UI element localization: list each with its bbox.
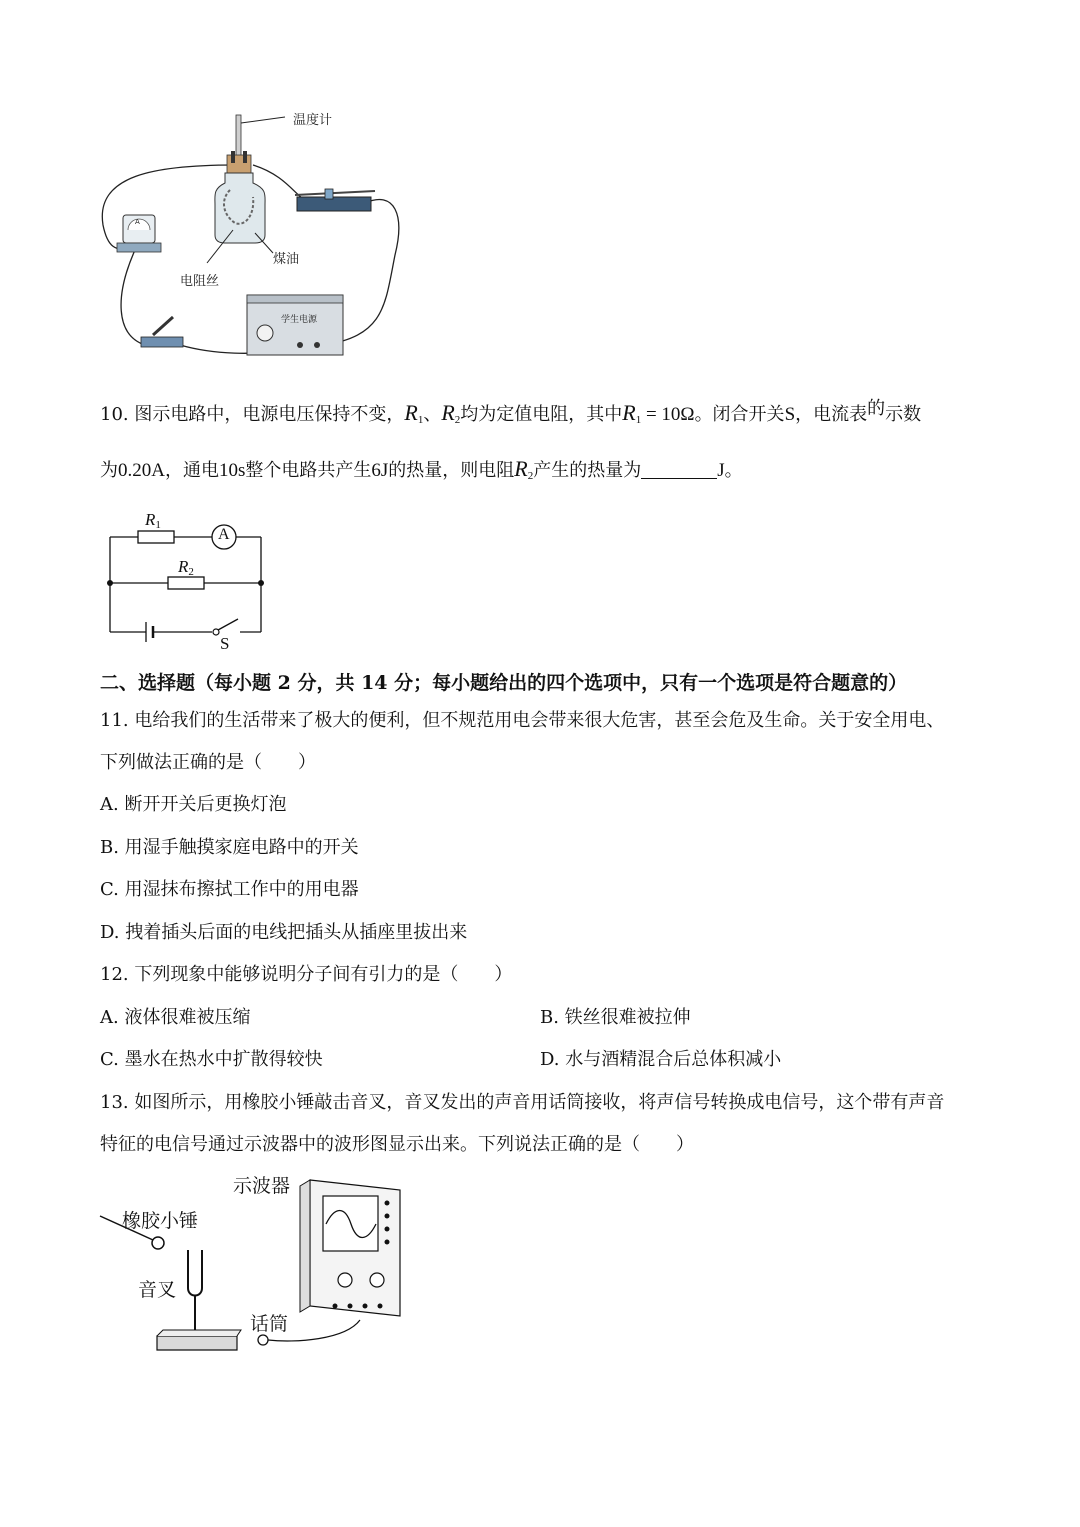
q12-option-d[interactable]: D. 水与酒精混合后总体积减小	[540, 1049, 782, 1070]
unit-joule: J	[717, 460, 725, 481]
q10-separator: 、	[423, 404, 442, 425]
circuit-ammeter-label: A	[218, 526, 230, 543]
q11-option-a[interactable]: A. 断开开关后更换灯泡	[100, 794, 287, 815]
resistor-r1	[138, 531, 174, 543]
q10-l2-e: 产生的热量为	[533, 460, 642, 481]
q10-l2-end: 。	[724, 460, 743, 481]
circuit-r2-sub: 2	[188, 566, 194, 578]
time-value: 10s	[218, 460, 246, 481]
question-12-line-1: 12. 下列现象中能够说明分子间有引力的是（ ）	[100, 964, 513, 985]
fork-prongs	[188, 1250, 202, 1296]
label-microphone: 话筒	[250, 1313, 289, 1335]
label-kerosene: 煤油	[273, 252, 300, 267]
circuit-switch-label: S	[220, 634, 230, 653]
microphone	[258, 1335, 268, 1345]
circuit-diagram	[100, 505, 275, 655]
hammer-head	[152, 1237, 164, 1249]
r2-symbol-l2: R	[514, 456, 528, 481]
q10-end-b: 的	[867, 398, 886, 419]
r1-symbol-eq: R	[622, 400, 636, 425]
question-13-line-1: 13. 如图所示，用橡胶小锤敲击音叉，音叉发出的声音用话筒接收，将声信号转换成电信号，这个带有声音	[100, 1092, 945, 1113]
heat-value: 6J	[371, 460, 389, 481]
q10-l2-c: 整个电路共产生	[245, 460, 372, 481]
oscilloscope-figure	[95, 1168, 415, 1363]
q11-option-b[interactable]: B. 用湿手触摸家庭电路中的开关	[100, 837, 359, 858]
q10-l2-d: 的热量，则电阻	[388, 460, 515, 481]
joule-heating-figure	[95, 105, 415, 375]
switch-symbol: S	[784, 404, 796, 425]
r2-subscript: 2	[454, 414, 461, 426]
label-power-supply: 学生电源	[281, 315, 318, 325]
fork-base	[157, 1336, 237, 1350]
switch-lever	[218, 619, 238, 630]
circuit-r1-label: R	[145, 510, 156, 529]
resistor-r2	[168, 577, 204, 589]
question-11-line-2: 下列做法正确的是（ ）	[100, 752, 316, 773]
circuit-r2-label: R	[178, 557, 189, 576]
q10-l2-b: ，通电	[164, 460, 219, 481]
question-11-line-1: 11. 电给我们的生活带来了极大的便利，但不规范用电会带来很大危害，甚至会危及生命。关于安全用电、	[100, 710, 945, 731]
r1-subscript-eq: 1	[635, 414, 642, 426]
label-resistance-wire: 电阻丝	[180, 274, 220, 289]
label-oscilloscope: 示波器	[233, 1175, 291, 1197]
circuit-r1-sub: 1	[155, 519, 161, 531]
question-10-line-1	[100, 398, 922, 431]
r1-subscript: 1	[417, 414, 424, 426]
q10-end-a: ，电流表	[795, 404, 868, 425]
q10-mid: 均为定值电阻，其中	[460, 404, 623, 425]
answer-blank[interactable]	[641, 462, 717, 479]
label-rubber-hammer: 橡胶小锤	[122, 1210, 199, 1232]
r2-subscript-l2: 2	[527, 470, 534, 482]
question-10-line-2	[100, 458, 743, 487]
r1-value: = 10Ω	[645, 404, 695, 425]
r2-symbol: R	[441, 400, 455, 425]
q10-end-c: 示数	[885, 404, 922, 425]
q10-l2-a: 为	[100, 460, 118, 481]
q12-option-c[interactable]: C. 墨水在热水中扩散得较快	[100, 1049, 323, 1070]
label-ammeter-small: A	[135, 218, 140, 226]
q11-option-d[interactable]: D. 拽着插头后面的电线把插头从插座里拔出来	[100, 922, 468, 943]
circuit-wires	[100, 505, 275, 655]
q11-option-c[interactable]: C. 用湿抹布擦拭工作中的用电器	[100, 879, 359, 900]
label-thermometer: 温度计	[293, 113, 333, 128]
r1-symbol: R	[404, 400, 418, 425]
apparatus-drawing	[95, 105, 415, 375]
question-13-line-2: 特征的电信号通过示波器中的波形图显示出来。下列说法正确的是（ ）	[100, 1134, 694, 1155]
q12-option-a[interactable]: A. 液体很难被压缩	[100, 1007, 251, 1028]
section-2-heading: 二、选择题（每小题 2 分，共 14 分；每小题给出的四个选项中，只有一个选项是符合题意的）	[100, 672, 908, 694]
current-value: 0.20A	[118, 460, 165, 481]
q10-tail: 。闭合开关	[694, 404, 785, 425]
q10-prefix: 10. 图示电路中，电源电压保持不变，	[100, 404, 405, 425]
label-tuning-fork: 音叉	[138, 1279, 177, 1301]
q12-option-b[interactable]: B. 铁丝很难被拉伸	[540, 1007, 691, 1028]
